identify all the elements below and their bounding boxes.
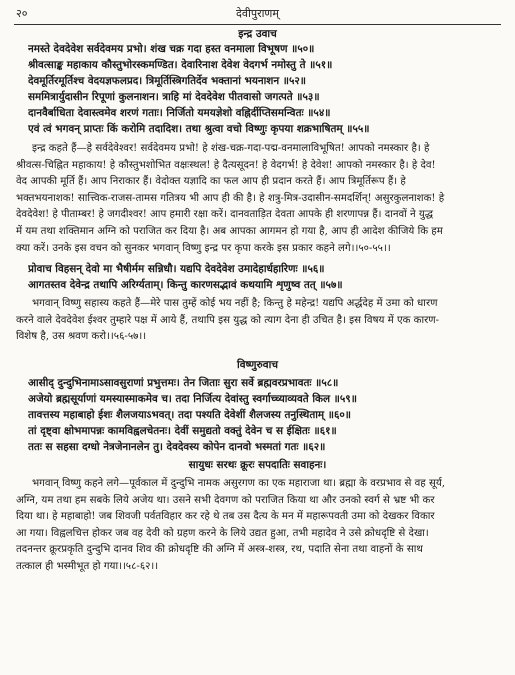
prose-line: आ गया। विह्वलचित्त होकर जब वह देवी को ग्रहण करने के लिये उद्यत हुआ, तभी महादेव ने उसे क्रोधदृष्टि से देखा। (16, 527, 429, 539)
prose-line: करने वाले देवदेवेश ईश्वर तुम्हारे पक्ष में आये हैं, तथापि इस युद्ध को त्याग देना ही उचित है। इस विषय में एक कारण- (16, 314, 440, 326)
prose-line: क्या करें। उनके इस वचन को सुनकर भगवान् विष्णु इन्द्र पर कृपा करके इस प्रकार कहने लगे।।५०-५५।। (16, 242, 391, 254)
verse-block-1 (28, 41, 495, 137)
prose-line: भगवान् विष्णु कहने लगे—पूर्वकाल में दुन्दुभि नामक असुरगण का एक महाराजा था। ब्रह्मा के वरप्रभाव से वह सूर्य, (32, 478, 445, 489)
verse-line: आसीद् दुन्दुभिनामाऽसावसुराणां प्रभुत्तमः। तेन जिताः सुरा सर्वे ब्रह्मवरप्रभावतः ॥५८॥ (28, 377, 339, 389)
translation-block-2 (16, 296, 497, 346)
verse-line: आगतस्तव देवेन्द्र तथापि अरिर्ग्यताम्। किन्तु कारणसद्भावं कथयामि शृणुष्व तत् ॥५७॥ (28, 279, 343, 291)
prose-line: तदनन्तर क्रूरप्रकृति दुन्दुभि दानव शिव की क्रोधदृष्टि की अग्नि में अस्त्र-शस्त्र, रथ, पदाति सेना तथा वाहनों के साथ (16, 544, 423, 556)
verse-line: तावत्तस्य महाबाहो ईशः शैलजयाऽभवत्। तदा पश्यति देवेशीं शैलजस्य तनुस्थिताम् ॥६०॥ (28, 409, 352, 421)
prose-line: वेद आपकी मूर्ति हैं। आप निराकार हैं। वेदोक्त यज्ञादि का फल आप ही प्रदान करते हैं। आप त्रिमूर्तिरूप हैं। हे (16, 176, 406, 188)
prose-line: दिया था। हे महाबाहो! जब शिवजी पर्वतविहार कर रहे थे तब उस दैत्य के मन में महारूपवती उमा को देखकर विकार (16, 511, 435, 523)
prose-line: भक्तभयनाशक! सात्त्विक-राजस-तामस गतित्रय भी आप ही की है। हे शत्रु-मित्र-उदासीन-समदर्शिन्! असुरकुलनाशक! हे (16, 192, 445, 204)
verse-line: ततः स सहसा दग्धो नेत्रजेनानलेन तु। देवदेवस्य कोपेन दानवो भस्मतां गतः ॥६२॥ (28, 441, 326, 453)
verse-line: देवमूर्तिरमूर्तिश्च वेदयज्ञफलप्रद। त्रिमूर्तिस्त्रिगतिर्देव भक्तानां भयनाशन ॥५२॥ (28, 75, 307, 87)
speaker-heading-indra: इन्द्र उवाच (238, 28, 277, 40)
verse-block-2 (28, 261, 495, 293)
running-title: देवीपुराणम् (236, 7, 279, 20)
verse-line: सममित्रार्युदासीन रिपूणां कुलनाशन। त्राहि मां देवदेवेश पीतवासो जगत्पते ॥५३॥ (28, 91, 320, 103)
verse-line: एवं त्वं भगवन् प्राप्तः किं करोमि तदादिश। तथा श्रुत्वा वचो विष्णुः कृपया शक्रभाषितम् ॥५५॥ (28, 123, 370, 135)
verse-closing-line: सायुधः सरथः क्रूरः सपदातिः सवाहनः। (188, 459, 327, 471)
header-rule (14, 24, 501, 25)
verse-block-3 (28, 375, 495, 455)
verse-line: नमस्ते देवदेवेश सर्वदेवमय प्रभो। शंख चक्र गदा हस्त वनमाला विभूषण ॥५०॥ (28, 43, 315, 55)
prose-line: अग्नि, यम तथा हम सबके लिये अजेय था। उसने सभी देवगण को पराजित किया था और उनको स्वर्ग से भ्रष्ट भी कर (16, 494, 435, 506)
prose-line: विशेष है, उस श्रवण करो।।५६-५७।। (16, 331, 147, 343)
page-number: २० (16, 7, 28, 20)
prose-line: श्रीवत्स-चिह्नित महाकाय! हे कौस्तुभशोभित वक्षःस्थल! हे दैत्यसूदन! हे वेदगर्भ! हे देवेश! आपको नमस्कार है। हे देव! (16, 159, 436, 171)
prose-line: भगवान् विष्णु सहास्य कहते हैं—मेरे पास तुम्हें कोई भय नहीं है; किन्तु हे महेन्द्र! यद्यपि अर्द्धदेह में उमा को धारण (32, 298, 438, 309)
prose-line: देवदेवेश! हे पीताम्बर! हे जगदीश्वर! आप हमारी रक्षा करें। दानवताड़ित देवता आपके ही शरणापन्न हैं। दानवों ने युद्ध (16, 209, 433, 221)
verse-line: अजेयो ब्रह्मसूर्याणां यमस्यास्माकमेव च। तदा निर्जित्य देवांस्तु स्वर्गाच्च्याव्यवते किल ॥५९॥ (28, 393, 357, 405)
verse-line: तां दृष्ट्वा क्षोभमापन्नः कामविह्वलचेतनः। देवीं समुद्यतो वक्तुं देवेन च स ईक्षितः ॥६१॥ (28, 425, 337, 437)
speaker-heading-vishnu: विष्णुरुवाच (236, 359, 279, 371)
verse-line: प्रोवाच विहसन् देवो मा भैषीर्मम सन्निधौ। यद्यपि देवदेवेश उमादेहार्धहारिणः ॥५६॥ (28, 263, 325, 275)
verse-line: दानवैर्बाधिता देवास्त्वमेव शरणं गताः। निर्जितो यमयज्ञेशो वह्निर्दीप्तिसमन्वितः ॥५४॥ (28, 107, 331, 119)
translation-block-1 (16, 141, 497, 257)
prose-line: तत्काल ही भस्मीभूत हो गया।।५८-६२।। (16, 560, 159, 572)
page-header (16, 4, 499, 22)
translation-block-3 (16, 476, 497, 576)
prose-line: में यम तथा शक्तिमान अग्नि को पराजित कर दिया है। अब आपका आगमन हो गया है, आप ही आदेश कीजिये कि हम (16, 225, 443, 237)
verse-line: श्रीवत्साङ्क महाकाय कौस्तुभोरस्कमण्डित। देवारिनाश देवेश वेदगर्भ नमोस्तु ते ॥५१॥ (28, 59, 333, 71)
prose-line: इन्द्र कहते हैं—हे सर्वदेवेश्वर! सर्वदेवमय प्रभो! हे शंख-चक्र-गदा-पद्म-वनमालाविभूषित! आपको नमस्कार है। हे (32, 143, 430, 154)
